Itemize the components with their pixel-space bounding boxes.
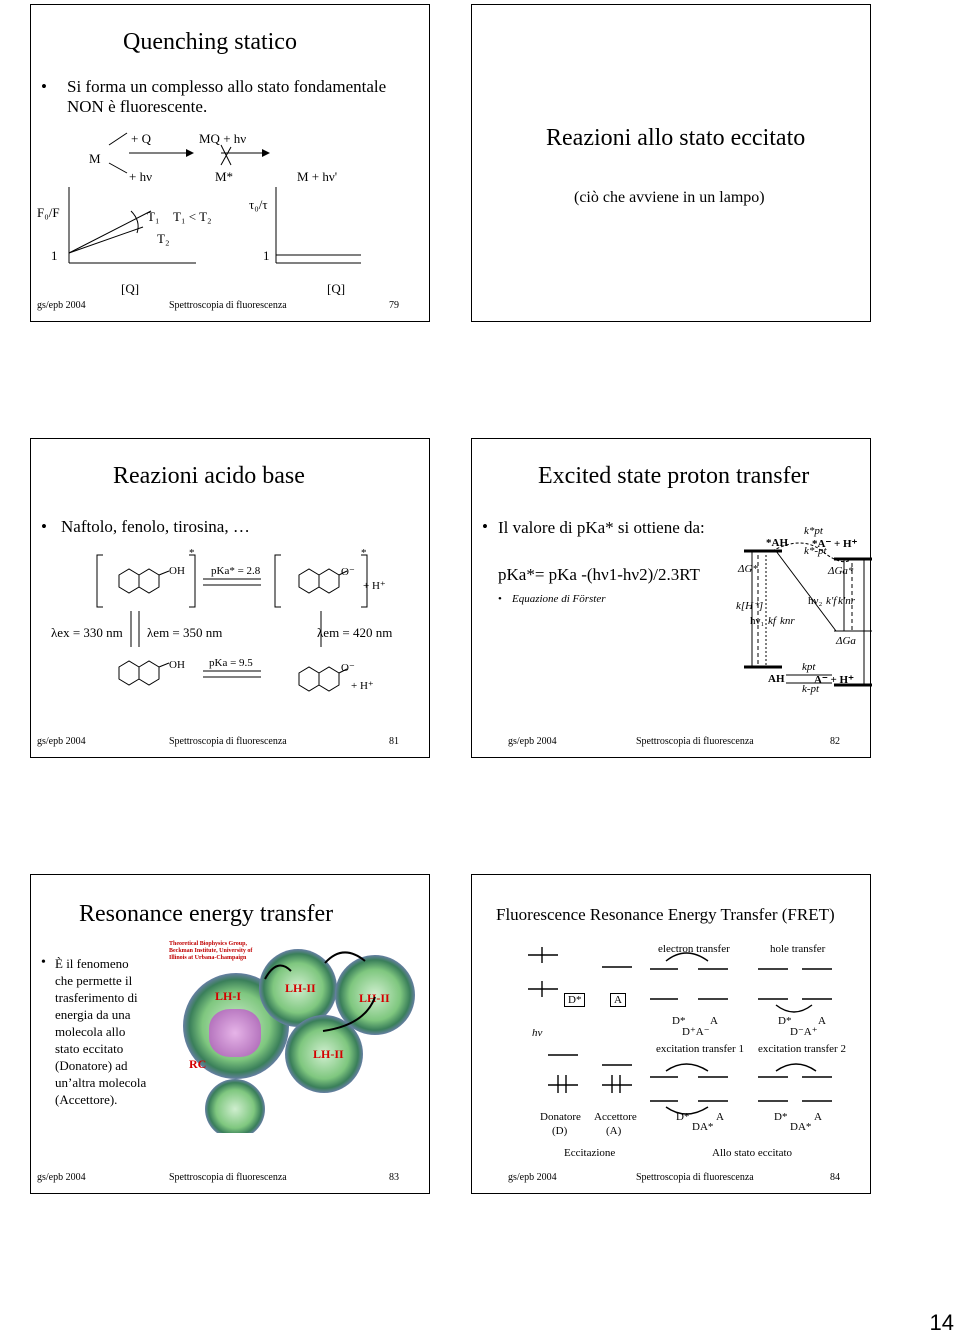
label-DplusAminus: D⁺A⁻ [682,1026,710,1038]
footer-center: Spettroscopia di fluorescenza [636,736,754,747]
label-T1: T₁ [147,209,160,224]
slide-excited-state-proton-transfer [471,438,871,758]
label-MQ-hv: MQ + hν [199,131,247,146]
label-O-minus-bottom: O⁻ [341,662,355,674]
label-F0F: F₀/F [37,205,60,220]
label-hv2: hν₂ [808,595,823,607]
label-A-ex1: A [716,1111,724,1123]
label-A-box: A [610,993,626,1007]
label-k-star-pt: k*pt [804,525,823,537]
footer-left: gs/epb 2004 [37,300,86,311]
label-plus-hv: + hν [129,169,152,184]
label-A-ht: A [818,1015,826,1027]
footer-left: gs/epb 2004 [37,1172,86,1183]
label-kpt: kpt [802,661,816,673]
label-plus-Q: + Q [131,131,151,146]
label-LH-I: LH-I [215,989,242,1003]
label-LH-II-a: LH-II [285,981,316,995]
label-accettore-A: (A) [606,1125,622,1137]
slide-title: Quenching statico [123,29,297,55]
slide-fret [471,874,871,1194]
label-lambda-ex: λex = 330 nm [51,625,123,640]
sub-bullet-text: Equazione di Förster [512,593,606,605]
label-k-mpt: k-pt [802,683,820,695]
slide-number: 82 [830,736,840,747]
label-accettore: Accettore [594,1111,637,1123]
acid-base-diagram [31,439,431,759]
label-hole-transfer: hole transfer [770,943,826,955]
label-DAstar-1: DA* [692,1121,714,1133]
label-lambda-em-2: λem = 420 nm [317,625,393,640]
footer-left: gs/epb 2004 [37,736,86,747]
footer-center: Spettroscopia di fluorescenza [169,300,287,311]
bullet-text: Naftolo, fenolo, tirosina, … [61,517,250,536]
label-AH: AH [768,673,785,685]
slide-reazioni-stato-eccitato [471,4,871,322]
label-dG-star: ΔG* [738,563,758,575]
label-kf: kf [768,615,776,627]
slide-reazioni-acido-base [30,438,430,758]
bullet-dot: • [41,955,46,970]
label-DAstar-2: DA* [790,1121,812,1133]
label-AH-star: *AH [766,537,788,549]
label-DminusAplus: D⁻A⁺ [790,1026,818,1038]
label-OH-bottom: OH [169,659,185,671]
label-Q1: [Q] [121,281,140,296]
label-Dstar-ex2: D* [774,1111,788,1123]
label-Q2: [Q] [327,281,346,296]
label-knr2: k'nr [838,595,856,607]
transfer-arrows [165,939,429,1133]
label-one-a: 1 [51,248,58,263]
slide-title: Resonance energy transfer [79,901,334,927]
bullet-line: trasferimento di [55,990,138,1005]
label-H-plus-top: + H⁺ [363,580,386,592]
label-kf2: k'f [826,595,837,607]
label-dGa: ΔGa [836,635,856,647]
footer-left: gs/epb 2004 [508,736,557,747]
label-pka: pKa = 9.5 [209,657,253,669]
label-star-2: * [361,547,367,559]
slide-resonance-energy-transfer [30,874,430,1194]
formula: pKa*= pKa -(hν1-hν2)/2.3RT [498,565,700,584]
footer-center: Spettroscopia di fluorescenza [169,1172,287,1183]
slide-title: Fluorescence Resonance Energy Transfer (FRET) [496,905,835,924]
label-H-plus-bottom: + H⁺ [351,680,374,692]
label-LH-II-c: LH-II [313,1047,344,1061]
bullet-dot: • [482,517,488,536]
label-pka-star: pKa* = 2.8 [211,565,261,577]
label-excitation-transfer-2: excitation transfer 2 [758,1043,846,1055]
bullet-line: un’altra molecola [55,1075,147,1090]
label-M: M [89,151,101,166]
label-dGa-star: ΔGa* [828,565,854,577]
label-lambda-em-1: λem = 350 nm [147,625,223,640]
label-hv1: hν₁ [750,615,765,627]
slide-number: 79 [389,300,399,311]
slide-number: 81 [389,736,399,747]
label-O-minus-top: O⁻ [341,566,355,578]
label-LH-II-b: LH-II [359,991,390,1005]
label-A-ex2: A [814,1111,822,1123]
label-M-hv-prime: M + hν' [297,169,338,184]
label-A-et: A [710,1015,718,1027]
bullet-dot: • [41,77,47,96]
bullet-line: È il fenomeno [55,956,129,971]
label-star-1: * [189,547,195,559]
bullet-line: (Donatore) ad [55,1058,128,1073]
label-excitation-transfer-1: excitation transfer 1 [656,1043,744,1055]
label-knr: knr [780,615,795,627]
label-allo-stato-eccitato: Allo stato eccitato [712,1147,793,1159]
sub-bullet-dot: • [498,593,502,605]
footer-center: Spettroscopia di fluorescenza [169,736,287,747]
label-Dstar-box: D* [564,993,585,1007]
label-one-b: 1 [263,248,270,263]
label-OH-top: OH [169,565,185,577]
bullet-line: (Accettore). [55,1092,118,1107]
slide-title: Reazioni acido base [113,463,305,489]
slide-subtitle: (ciò che avviene in un lampo) [574,189,765,206]
label-RC: RC [189,1057,207,1071]
label-donatore: Donatore [540,1111,581,1123]
slide-number: 84 [830,1172,840,1183]
label-Dstar-et: D* [672,1015,686,1027]
bullet-text [55,955,146,1108]
label-Dstar-ex1: D* [676,1111,690,1123]
label-donatore-D: (D) [552,1125,568,1137]
label-Dstar-ht: D* [778,1015,792,1027]
bullet-dot: • [41,517,47,536]
label-eccitazione: Eccitazione [564,1147,616,1159]
slide-title: Excited state proton transfer [538,463,810,489]
label-A-star: *A⁻ + H⁺ [812,538,858,550]
label-k-star-mpt: k*-pt [804,545,827,557]
slide-number: 83 [389,1172,399,1183]
label-T2: T₂ [157,231,170,246]
label-k-Hplus: k[H⁺] [736,600,764,612]
label-hv: hν [532,1027,543,1039]
slide-quenching-statico [30,4,430,322]
slide-title: Reazioni allo stato eccitato [546,125,806,151]
label-tau: τ₀/τ [249,197,268,212]
label-Mstar: M* [215,169,234,184]
page-number: 14 [929,1310,954,1335]
bullet-line: che permette il [55,973,133,988]
bullet-line: energia da una [55,1007,131,1022]
label-T1-lt-T2: T₁ < T₂ [173,209,212,224]
bullet-line: molecola allo [55,1024,126,1039]
bullet-line: stato eccitato [55,1041,124,1056]
footer-left: gs/epb 2004 [508,1172,557,1183]
bullet-text: Il valore di pKa* si ottiene da: [498,518,705,537]
label-electron-transfer: electron transfer [658,943,730,955]
bullet-text: Si forma un complesso allo stato fondamentale NON è fluorescente. [67,77,387,116]
footer-center: Spettroscopia di fluorescenza [636,1172,754,1183]
label-A: A⁻ + H⁺ [814,674,854,686]
photosystem-image [165,939,429,1133]
image-caption: Theoretical Biophysics Group, Beckman Institute, University of Illinois at Urbana-Champaign [169,941,253,961]
